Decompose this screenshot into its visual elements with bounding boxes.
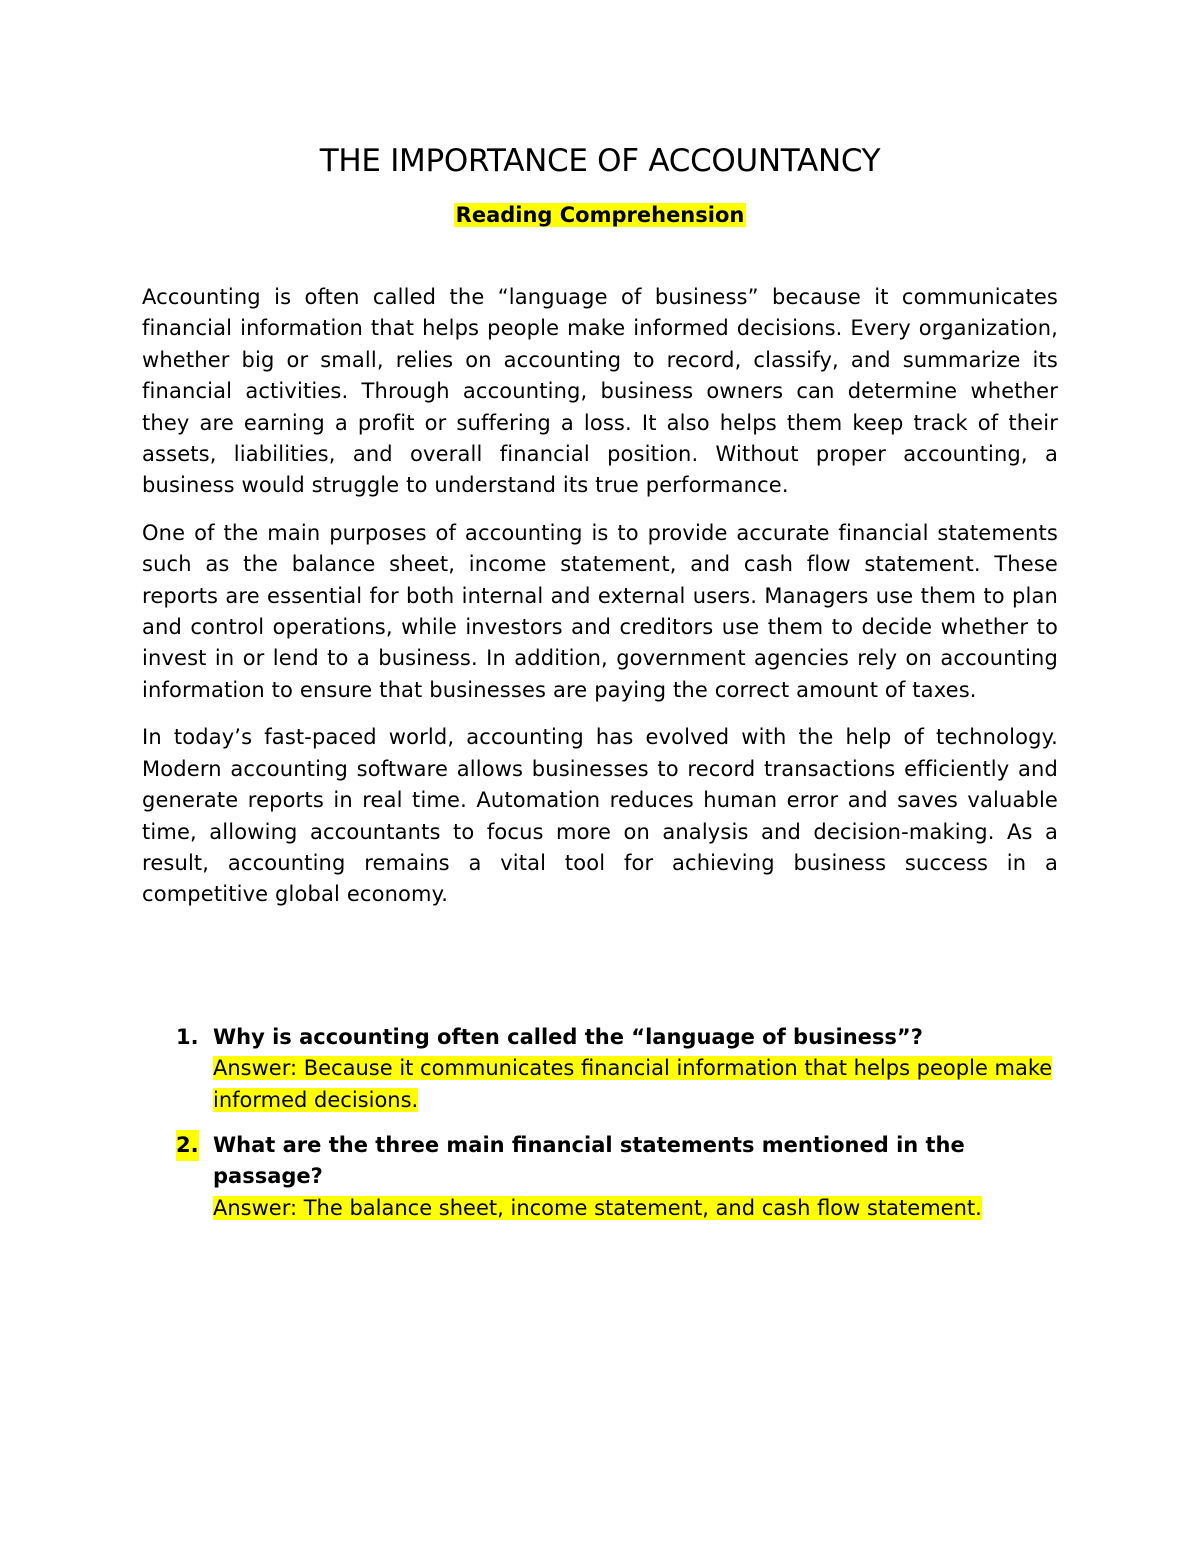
document-title: THE IMPORTANCE OF ACCOUNTANCY	[319, 143, 881, 179]
answer-text: Answer: The balance sheet, income statement, and cash flow statement.	[213, 1195, 982, 1220]
body-paragraph-1: Accounting is often called the “language of business” because it communicates financial information that helps people make informed decisions. Every organization, whether big or small, relies on accounting to record, classify, and summarize its financial activities. Through accounting, business owners can determine whether they are earning a profit or suffering a loss. It also helps them keep track of their assets, liabilities, and overall financial position. Without proper accounting, a business would struggle to understand its true performance.	[142, 285, 1058, 498]
question-number: 1.	[176, 1024, 199, 1049]
question-item-2	[142, 1130, 1058, 1224]
question-text: Why is accounting often called the “language of business”?	[213, 1024, 923, 1049]
document-page	[142, 140, 1058, 1224]
document-subtitle: Reading Comprehension	[455, 203, 745, 227]
question-number: 2.	[176, 1130, 199, 1161]
question-text: What are the three main financial statements mentioned in the passage?	[213, 1132, 965, 1189]
subtitle-line	[142, 200, 1058, 232]
question-list	[142, 1022, 1058, 1224]
body-paragraph-2: One of the main purposes of accounting is to provide accurate financial statements such as the balance sheet, income statement, and cash flow statement. These reports are essential for both internal and external users. Managers use them to plan and control operations, while investors and creditors use them to decide whether to invest in or lend to a business. In addition, government agencies rely on accounting information to ensure that businesses are paying the correct amount of taxes.	[142, 520, 1058, 702]
answer-text: Answer: Because it communicates financial information that helps people make informed decisions.	[213, 1056, 1053, 1112]
question-item-1	[142, 1022, 1058, 1116]
body-paragraph-3: In today’s fast-paced world, accounting has evolved with the help of technology. Modern accounting software allows businesses to record transactions efficiently and generate reports in real time. Automation reduces human error and saves valuable time, allowing accountants to focus more on analysis and decision-making. As a result, accounting remains a vital tool for achieving business success in a competitive global economy.	[142, 725, 1058, 907]
